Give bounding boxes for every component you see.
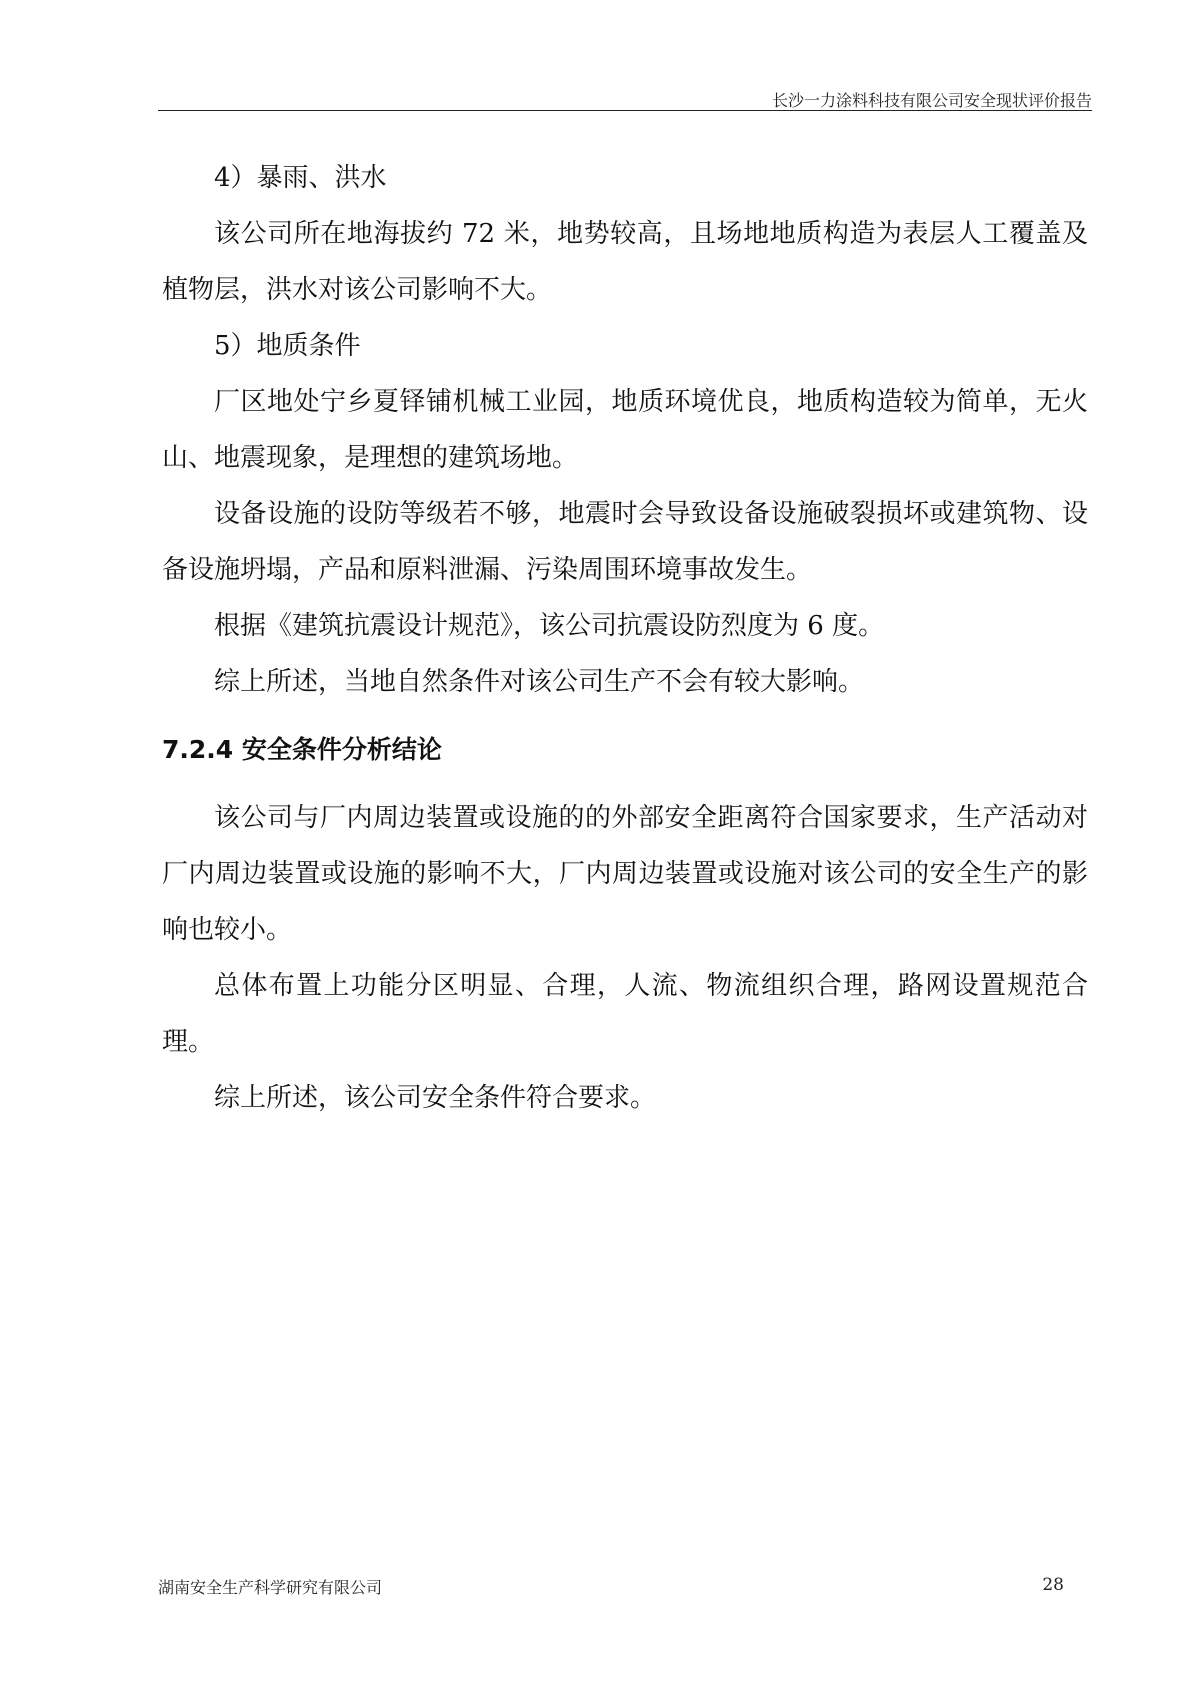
item-heading-geology: 5）地质条件 (214, 331, 361, 361)
paragraph-conclusion: 综上所述，该公司安全条件符合要求。 (214, 1083, 657, 1113)
footer-organization: 湖南安全生产科学研究有限公司 (158, 1578, 383, 1597)
paragraph-external-distance: 该公司与厂内周边装置或设施的的外部安全距离符合国家要求，生产活动对厂内周边装置或设施的影响不大，厂内周边装置或设施对该公司的安全生产的影响也较小。 (162, 803, 1088, 945)
paragraph-natural-summary: 综上所述，当地自然条件对该公司生产不会有较大影响。 (214, 667, 865, 697)
paragraph-geology: 厂区地处宁乡夏铎铺机械工业园，地质环境优良，地质构造较为简单，无火山、地震现象，是理想的建筑场地。 (162, 387, 1088, 473)
running-header: 长沙一力涂料科技有限公司安全现状评价报告 (771, 91, 1092, 110)
page-number: 28 (1042, 1575, 1064, 1595)
page-body (162, 150, 1088, 1126)
paragraph-earthquake-risk: 设备设施的设防等级若不够，地震时会导致设备设施破裂损坏或建筑物、设备设施坍塌，产品和原料泄漏、污染周围环境事故发生。 (162, 499, 1088, 585)
header-divider (158, 110, 1092, 111)
paragraph-layout: 总体布置上功能分区明显、合理，人流、物流组织合理，路网设置规范合理。 (162, 971, 1088, 1057)
item-heading-rainstorm: 4）暴雨、洪水 (214, 163, 387, 193)
paragraph-seismic-code: 根据《建筑抗震设计规范》，该公司抗震设防烈度为 6 度。 (214, 611, 885, 641)
paragraph-flood: 该公司所在地海拔约 72 米，地势较高，且场地地质构造为表层人工覆盖及植物层，洪水对该公司影响不大。 (162, 219, 1088, 305)
section-heading: 7.2.4 安全条件分析结论 (162, 735, 442, 764)
